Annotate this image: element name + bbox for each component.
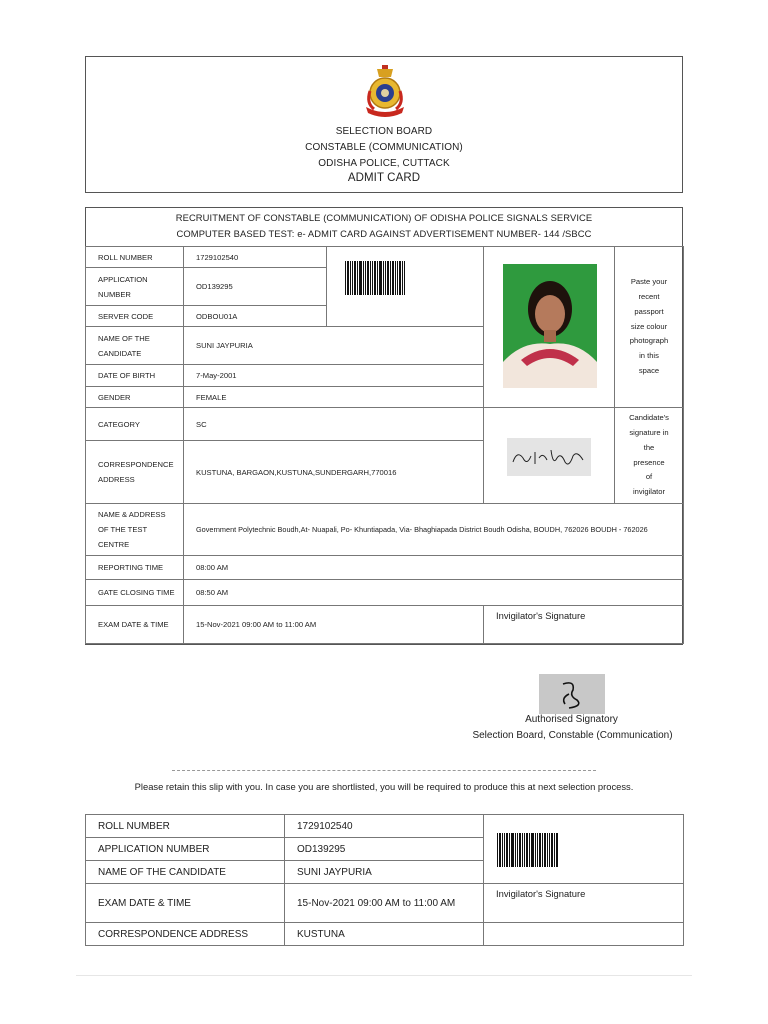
main-admit-table	[85, 207, 683, 645]
slip-table	[85, 814, 684, 946]
header-line-2: CONSTABLE (COMMUNICATION)	[305, 142, 463, 153]
exam-date-label: EXAM DATE & TIME	[86, 606, 184, 644]
signature-note-5: of	[645, 472, 653, 482]
selection-board-label: Selection Board, Constable (Communication)	[472, 730, 673, 741]
slip-name-value: SUNI JAYPURIA	[285, 861, 484, 884]
slip-exam-label: EXAM DATE & TIME	[86, 884, 285, 923]
exam-date-value: 15-Nov-2021 09:00 AM to 11:00 AM	[184, 606, 484, 644]
cut-divider	[172, 770, 596, 771]
slip-barcode-cell	[484, 815, 684, 884]
test-centre-label-1: NAME & ADDRESS	[98, 510, 166, 519]
candidate-name-label-1: NAME OF THE	[98, 333, 150, 343]
photo-note-5: photograph	[629, 336, 669, 346]
signature-note-2: signature in	[629, 427, 669, 437]
application-number-label-2: NUMBER	[98, 289, 131, 299]
candidate-name-value: SUNI JAYPURIA	[184, 327, 484, 365]
header-line-1: SELECTION BOARD	[335, 126, 433, 137]
retain-slip-notice: Please retain this slip with you. In case you are shortlisted, you will be required to produce this at next selection process.	[134, 781, 634, 792]
slip-application-label: APPLICATION NUMBER	[86, 838, 285, 861]
slip-roll-value: 1729102540	[285, 815, 484, 838]
candidate-name-label-2: CANDIDATE	[98, 348, 142, 358]
test-centre-label	[86, 504, 184, 556]
slip-roll-label: ROLL NUMBER	[86, 815, 285, 838]
dob-value: 7-May-2001	[184, 365, 484, 387]
authorised-signatory-label: Authorised Signatory	[525, 714, 618, 725]
gate-closing-label: GATE CLOSING TIME	[86, 580, 184, 606]
photo-cell	[484, 247, 615, 408]
signature-instructions	[615, 408, 684, 504]
test-centre-label-2: OF THE TEST	[98, 525, 148, 534]
dob-label: DATE OF BIRTH	[86, 365, 184, 387]
invigilator-signature-label: Invigilator's Signature	[496, 610, 586, 621]
photo-note-6: in this	[639, 351, 659, 361]
slip-invigilator-label: Invigilator's Signature	[496, 888, 586, 899]
application-number-label	[86, 268, 184, 306]
server-code-label: SERVER CODE	[86, 306, 184, 327]
photo-note-2: recent	[638, 292, 660, 301]
test-centre-value: Government Polytechnic Boudh,At- Nuapali, Po- Khuntiapada, Via- Bhaghiapada District Boudh Odisha, BOUDH, 762026 BOUDH - 762026	[184, 504, 684, 556]
header-line-3: ODISHA POLICE, CUTTACK	[318, 158, 450, 169]
header-box	[85, 56, 683, 193]
server-code-value: ODBOU01A	[184, 306, 327, 327]
page-bottom-rule	[76, 975, 692, 976]
slip-address-value: KUSTUNA	[285, 923, 484, 946]
slip-name-label: NAME OF THE CANDIDATE	[86, 861, 285, 884]
candidate-name-label	[86, 327, 184, 365]
signature-note-1: Candidate's	[629, 413, 669, 423]
odisha-police-emblem-icon	[360, 63, 410, 121]
candidate-signature-icon	[507, 438, 591, 476]
reporting-time-value: 08:00 AM	[184, 556, 684, 580]
roll-number-label: ROLL NUMBER	[86, 247, 184, 268]
application-number-value: OD139295	[184, 268, 327, 306]
signature-cell	[484, 408, 615, 504]
category-value: SC	[184, 408, 484, 441]
photo-instructions	[615, 247, 684, 408]
candidate-details-table	[85, 246, 684, 644]
slip-barcode-icon	[497, 833, 559, 867]
address-value: KUSTUNA, BARGAON,KUSTUNA,SUNDERGARH,770016	[184, 441, 484, 504]
photo-note-3: passport	[634, 306, 664, 316]
recruitment-heading: RECRUITMENT OF CONSTABLE (COMMUNICATION) OF ODISHA POLICE SIGNALS SERVICE	[175, 212, 593, 223]
slip-empty-cell	[484, 923, 684, 946]
candidate-photo-icon	[503, 264, 597, 388]
address-label	[86, 441, 184, 504]
photo-note-1: Paste your	[630, 277, 668, 287]
signature-note-3: the	[643, 442, 655, 452]
photo-note-7: space	[638, 365, 660, 375]
category-label: CATEGORY	[86, 408, 184, 441]
slip-address-label: CORRESPONDENCE ADDRESS	[86, 923, 285, 946]
authorised-signature-icon	[539, 674, 605, 714]
signature-note-6: invigilator	[632, 487, 666, 497]
photo-note-4: size colour	[630, 321, 668, 331]
test-centre-label-3: CENTRE	[98, 540, 130, 549]
barcode-icon	[345, 261, 405, 295]
slip-invigilator-cell	[484, 884, 684, 923]
gender-value: FEMALE	[184, 387, 484, 408]
reporting-time-label: REPORTING TIME	[86, 556, 184, 580]
barcode-cell	[327, 247, 484, 327]
admit-card-title: ADMIT CARD	[347, 172, 421, 184]
invigilator-signature-cell	[484, 606, 684, 644]
cbt-heading: COMPUTER BASED TEST: e- ADMIT CARD AGAINST ADVERTISEMENT NUMBER- 144 /SBCC	[176, 228, 592, 239]
application-number-label-1: APPLICATION	[98, 274, 148, 284]
address-label-2: ADDRESS	[98, 475, 135, 484]
gate-closing-value: 08:50 AM	[184, 580, 684, 606]
slip-exam-value: 15-Nov-2021 09:00 AM to 11:00 AM	[285, 884, 484, 923]
gender-label: GENDER	[86, 387, 184, 408]
slip-application-value: OD139295	[285, 838, 484, 861]
signature-note-4: presence	[633, 457, 665, 467]
address-label-1: CORRESPONDENCE	[98, 460, 174, 469]
roll-number-value: 1729102540	[184, 247, 327, 268]
